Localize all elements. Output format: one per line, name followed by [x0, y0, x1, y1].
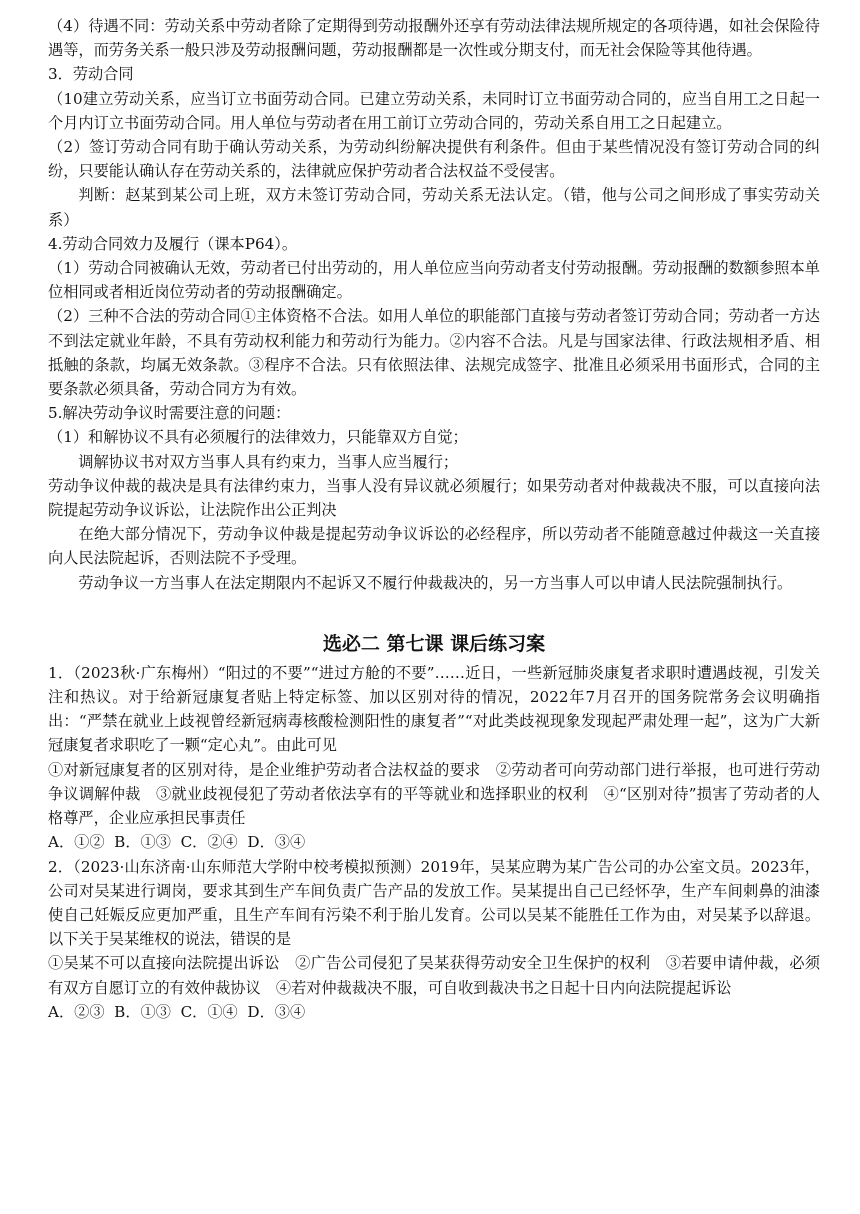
- question-options: A．①② B．①③ C．②④ D．③④: [48, 833, 306, 852]
- question-options: A．②③ B．①③ C．①④ D．③④: [48, 1002, 306, 1021]
- note-heading: 4.劳动合同效力及履行（课本P64）。: [48, 234, 298, 253]
- question-statements: ①吴某不可以直接向法院提出诉讼 ②广告公司侵犯了吴某获得劳动安全卫生保护的权利 ③若要申请仲裁，必须有双方自愿订立的有效仲裁协议 ④若对仲裁裁决不服，可自收到裁决书之日起十日内向法院提起诉讼: [48, 954, 820, 997]
- question-stem: 2．（2023·山东济南·山东师范大学附中校考模拟预测）2019年，吴某应聘为某广告公司的办公室文员。2023年，公司对吴某进行调岗，要求其到生产车间负责广告产品的发放工作。吴某提出自己已经怀孕，生产车间刺鼻的油漆使自己妊娠反应更加严重，且生产车间有污染不利于胎儿发育。公司以吴某不能胜任工作为由，对吴某予以辞退。以下关于吴某维权的说法，错误的是: [48, 857, 820, 949]
- exercise-title: 选必二 第七课 课后练习案: [322, 632, 546, 655]
- note-paragraph: （1）和解协议不具有必须履行的法律效力，只能靠双方自觉；: [48, 428, 468, 447]
- note-paragraph: （4）待遇不同：劳动关系中劳动者除了定期得到劳动报酬外还享有劳动法律法规所规定的各项待遇，如社会保险待遇等，而劳务关系一般只涉及劳动报酬问题，劳动报酬都是一次性或分期支付，而无社会保险等其他待遇。: [48, 17, 820, 60]
- question-item: [48, 855, 820, 1024]
- note-heading: 5.解决劳动争议时需要注意的问题：: [48, 404, 291, 423]
- note-paragraph: （1）劳动合同被确认无效，劳动者已付出劳动的，用人单位应当向劳动者支付劳动报酬。劳动报酬的数额参照本单位相同或者相近岗位劳动者的劳动报酬确定。: [48, 259, 820, 302]
- note-paragraph: （2）三种不合法的劳动合同①主体资格不合法。如用人单位的职能部门直接与劳动者签订劳动合同；劳动者一方达不到法定就业年龄，不具有劳动权利能力和劳动行为能力。②内容不合法。凡是与国家法律、行政法规相矛盾、相抵触的条款，均属无效条款。③程序不合法。只有依照法律、法规完成签字、批准且必须采用书面形式，合同的主要条款必须具备，劳动合同方为有效。: [48, 307, 820, 399]
- review-notes: [48, 14, 820, 595]
- question-statements: ①对新冠康复者的区别对待，是企业维护劳动者合法权益的要求 ②劳动者可向劳动部门进行举报，也可进行劳动争议调解仲裁 ③就业歧视侵犯了劳动者依法享有的平等就业和选择职业的权利 ④“区别对待”损害了劳动者的人格尊严，企业应承担民事责任: [48, 760, 820, 828]
- question-item: [48, 661, 820, 855]
- note-paragraph: （2）签订劳动合同有助于确认劳动关系，为劳动纠纷解决提供有利条件。但由于某些情况没有签订劳动合同的纠纷，只要能认确认存在劳动关系的，法律就应保护劳动者合法权益不受侵害。: [48, 138, 820, 181]
- document-page: [48, 14, 820, 1024]
- note-paragraph: 调解协议书对双方当事人具有约束力，当事人应当履行；: [78, 452, 459, 471]
- note-heading: 3．劳动合同: [48, 65, 134, 84]
- note-paragraph: 判断：赵某到某公司上班，双方未签订劳动合同，劳动关系无法认定。（错，他与公司之间形成了事实劳动关系）: [48, 186, 820, 229]
- question-stem: 1．（2023秋·广东梅州）“阳过的不要”“进过方舱的不要”……近日，一些新冠肺炎康复者求职时遭遇歧视，引发关注和热议。对于给新冠康复者贴上特定标签、加以区别对待的情况，2022年7月召开的国务院常务会议明确指出：“严禁在就业上歧视曾经新冠病毒核酸检测阳性的康复者”“对此类歧视现象发现起严肃处理一起”，这为广大新冠康复者求职吃了一颗“定心丸”。由此可见: [48, 663, 820, 755]
- note-paragraph: 劳动争议仲裁的裁决是具有法律约束力，当事人没有异议就必须履行；如果劳动者对仲裁裁决不服，可以直接向法院提起劳动争议诉讼，让法院作出公正判决: [48, 476, 820, 520]
- note-paragraph: （10建立劳动关系，应当订立书面劳动合同。已建立劳动关系，未同时订立书面劳动合同的，应当自用工之日起一个月内订立书面劳动合同。用人单位与劳动者在用工前订立劳动合同的，劳动关系自用工之日起建立。: [48, 89, 820, 132]
- exercise-questions: [48, 661, 820, 1024]
- note-paragraph: 劳动争议一方当事人在法定期限内不起诉又不履行仲裁裁决的，另一方当事人可以申请人民法院强制执行。: [78, 573, 793, 592]
- note-paragraph: 在绝大部分情况下，劳动争议仲裁是提起劳动争议诉讼的必经程序，所以劳动者不能随意越过仲裁这一关直接向人民法院起诉，否则法院不予受理。: [48, 525, 820, 568]
